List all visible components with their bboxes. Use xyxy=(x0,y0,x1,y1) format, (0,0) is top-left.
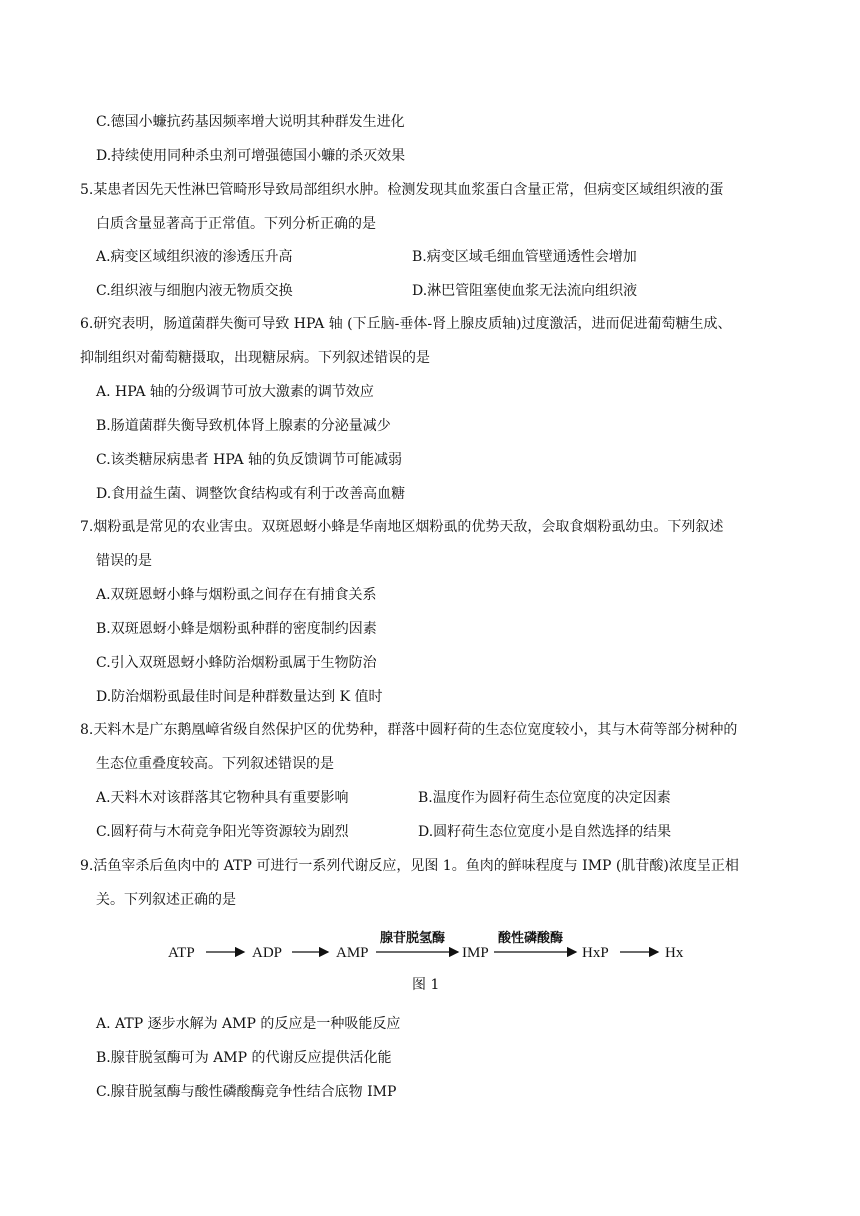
q9-stem-line1: 9.活鱼宰杀后鱼肉中的 ATP 可进行一系列代谢反应，见图 1。鱼肉的鲜味程度与 IMP (肌苷酸)浓度呈正相 xyxy=(80,858,739,874)
pathway-node-imp: IMP xyxy=(462,945,489,961)
q8-stem-line1: 8.天料木是广东鹅凰嶂省级自然保护区的优势种，群落中圆籽荷的生态位宽度较小，其与木荷等部分树种的 xyxy=(80,722,738,738)
q8-option-d: D.圆籽荷生态位宽度小是自然选择的结果 xyxy=(418,824,672,840)
q8-option-a: A.天料木对该群落其它物种具有重要影响 xyxy=(96,790,349,806)
enzyme-label-1: 腺苷脱氢酶 xyxy=(380,931,446,946)
q9-option-c: C.腺苷脱氢酶与酸性磷酸酶竞争性结合底物 IMP xyxy=(96,1084,397,1100)
q6-option-d: D.食用益生菌、调整饮食结构或有利于改善高血糖 xyxy=(96,486,406,502)
q7-option-c: C.引入双斑恩蚜小蜂防治烟粉虱属于生物防治 xyxy=(96,655,377,671)
q6-option-a: A. HPA 轴的分级调节可放大激素的调节效应 xyxy=(96,384,374,400)
q9-option-b: B.腺苷脱氢酶可为 AMP 的代谢反应提供活化能 xyxy=(96,1050,392,1066)
q8-stem-line2: 生态位重叠度较高。下列叙述错误的是 xyxy=(96,756,334,772)
pathway-node-adp: ADP xyxy=(252,945,283,961)
pathway-node-hxp: HxP xyxy=(582,945,609,961)
q7-stem-line1: 7.烟粉虱是常见的农业害虫。双斑恩蚜小蜂是华南地区烟粉虱的优势天敌，会取食烟粉虱幼虫。下列叙述 xyxy=(80,519,724,535)
q7-stem-line2: 错误的是 xyxy=(96,553,152,569)
q5-option-d: D.淋巴管阻塞使血浆无法流向组织液 xyxy=(412,283,638,299)
atp-pathway-diagram xyxy=(168,926,698,972)
pathway-node-amp: AMP xyxy=(336,945,369,961)
q9-stem-line2: 关。下列叙述正确的是 xyxy=(96,892,236,908)
q7-option-d: D.防治烟粉虱最佳时间是种群数量达到 K 值时 xyxy=(96,689,383,705)
pathway-node-hx: Hx xyxy=(665,945,684,961)
q4-option-c: C.德国小蠊抗药基因频率增大说明其种群发生进化 xyxy=(96,114,405,130)
q6-option-b: B.肠道菌群失衡导致机体肾上腺素的分泌量减少 xyxy=(96,418,391,434)
figure-caption: 图 1 xyxy=(412,977,440,993)
pathway-node-atp: ATP xyxy=(168,945,195,961)
q5-option-c: C.组织液与细胞内液无物质交换 xyxy=(96,283,293,299)
enzyme-label-2: 酸性磷酸酶 xyxy=(498,931,564,946)
q6-option-c: C.该类糖尿病患者 HPA 轴的负反馈调节可能减弱 xyxy=(96,452,403,468)
q6-stem-line2: 抑制组织对葡萄糖摄取，出现糖尿病。下列叙述错误的是 xyxy=(80,350,430,366)
q5-option-a: A.病变区域组织液的渗透压升高 xyxy=(96,249,293,265)
q7-option-b: B.双斑恩蚜小蜂是烟粉虱种群的密度制约因素 xyxy=(96,621,377,637)
q8-option-b: B.温度作为圆籽荷生态位宽度的决定因素 xyxy=(418,790,671,806)
q5-option-b: B.病变区域毛细血管壁通透性会增加 xyxy=(412,249,637,265)
q8-option-c: C.圆籽荷与木荷竞争阳光等资源较为剧烈 xyxy=(96,824,349,840)
q5-stem-line1: 5.某患者因先天性淋巴管畸形导致局部组织水肿。检测发现其血浆蛋白含量正常，但病变区域组织液的蛋 xyxy=(80,182,724,198)
q6-stem-line1: 6.研究表明，肠道菌群失衡可导致 HPA 轴 (下丘脑-垂体-肾上腺皮质轴)过度激活，进而促进葡萄糖生成、 xyxy=(80,316,732,332)
q7-option-a: A.双斑恩蚜小蜂与烟粉虱之间存在有捕食关系 xyxy=(96,587,377,603)
q4-option-d: D.持续使用同种杀虫剂可增强德国小蠊的杀灭效果 xyxy=(96,148,406,164)
q5-stem-line2: 白质含量显著高于正常值。下列分析正确的是 xyxy=(96,216,376,232)
q9-option-a: A. ATP 逐步水解为 AMP 的反应是一种吸能反应 xyxy=(96,1016,401,1032)
